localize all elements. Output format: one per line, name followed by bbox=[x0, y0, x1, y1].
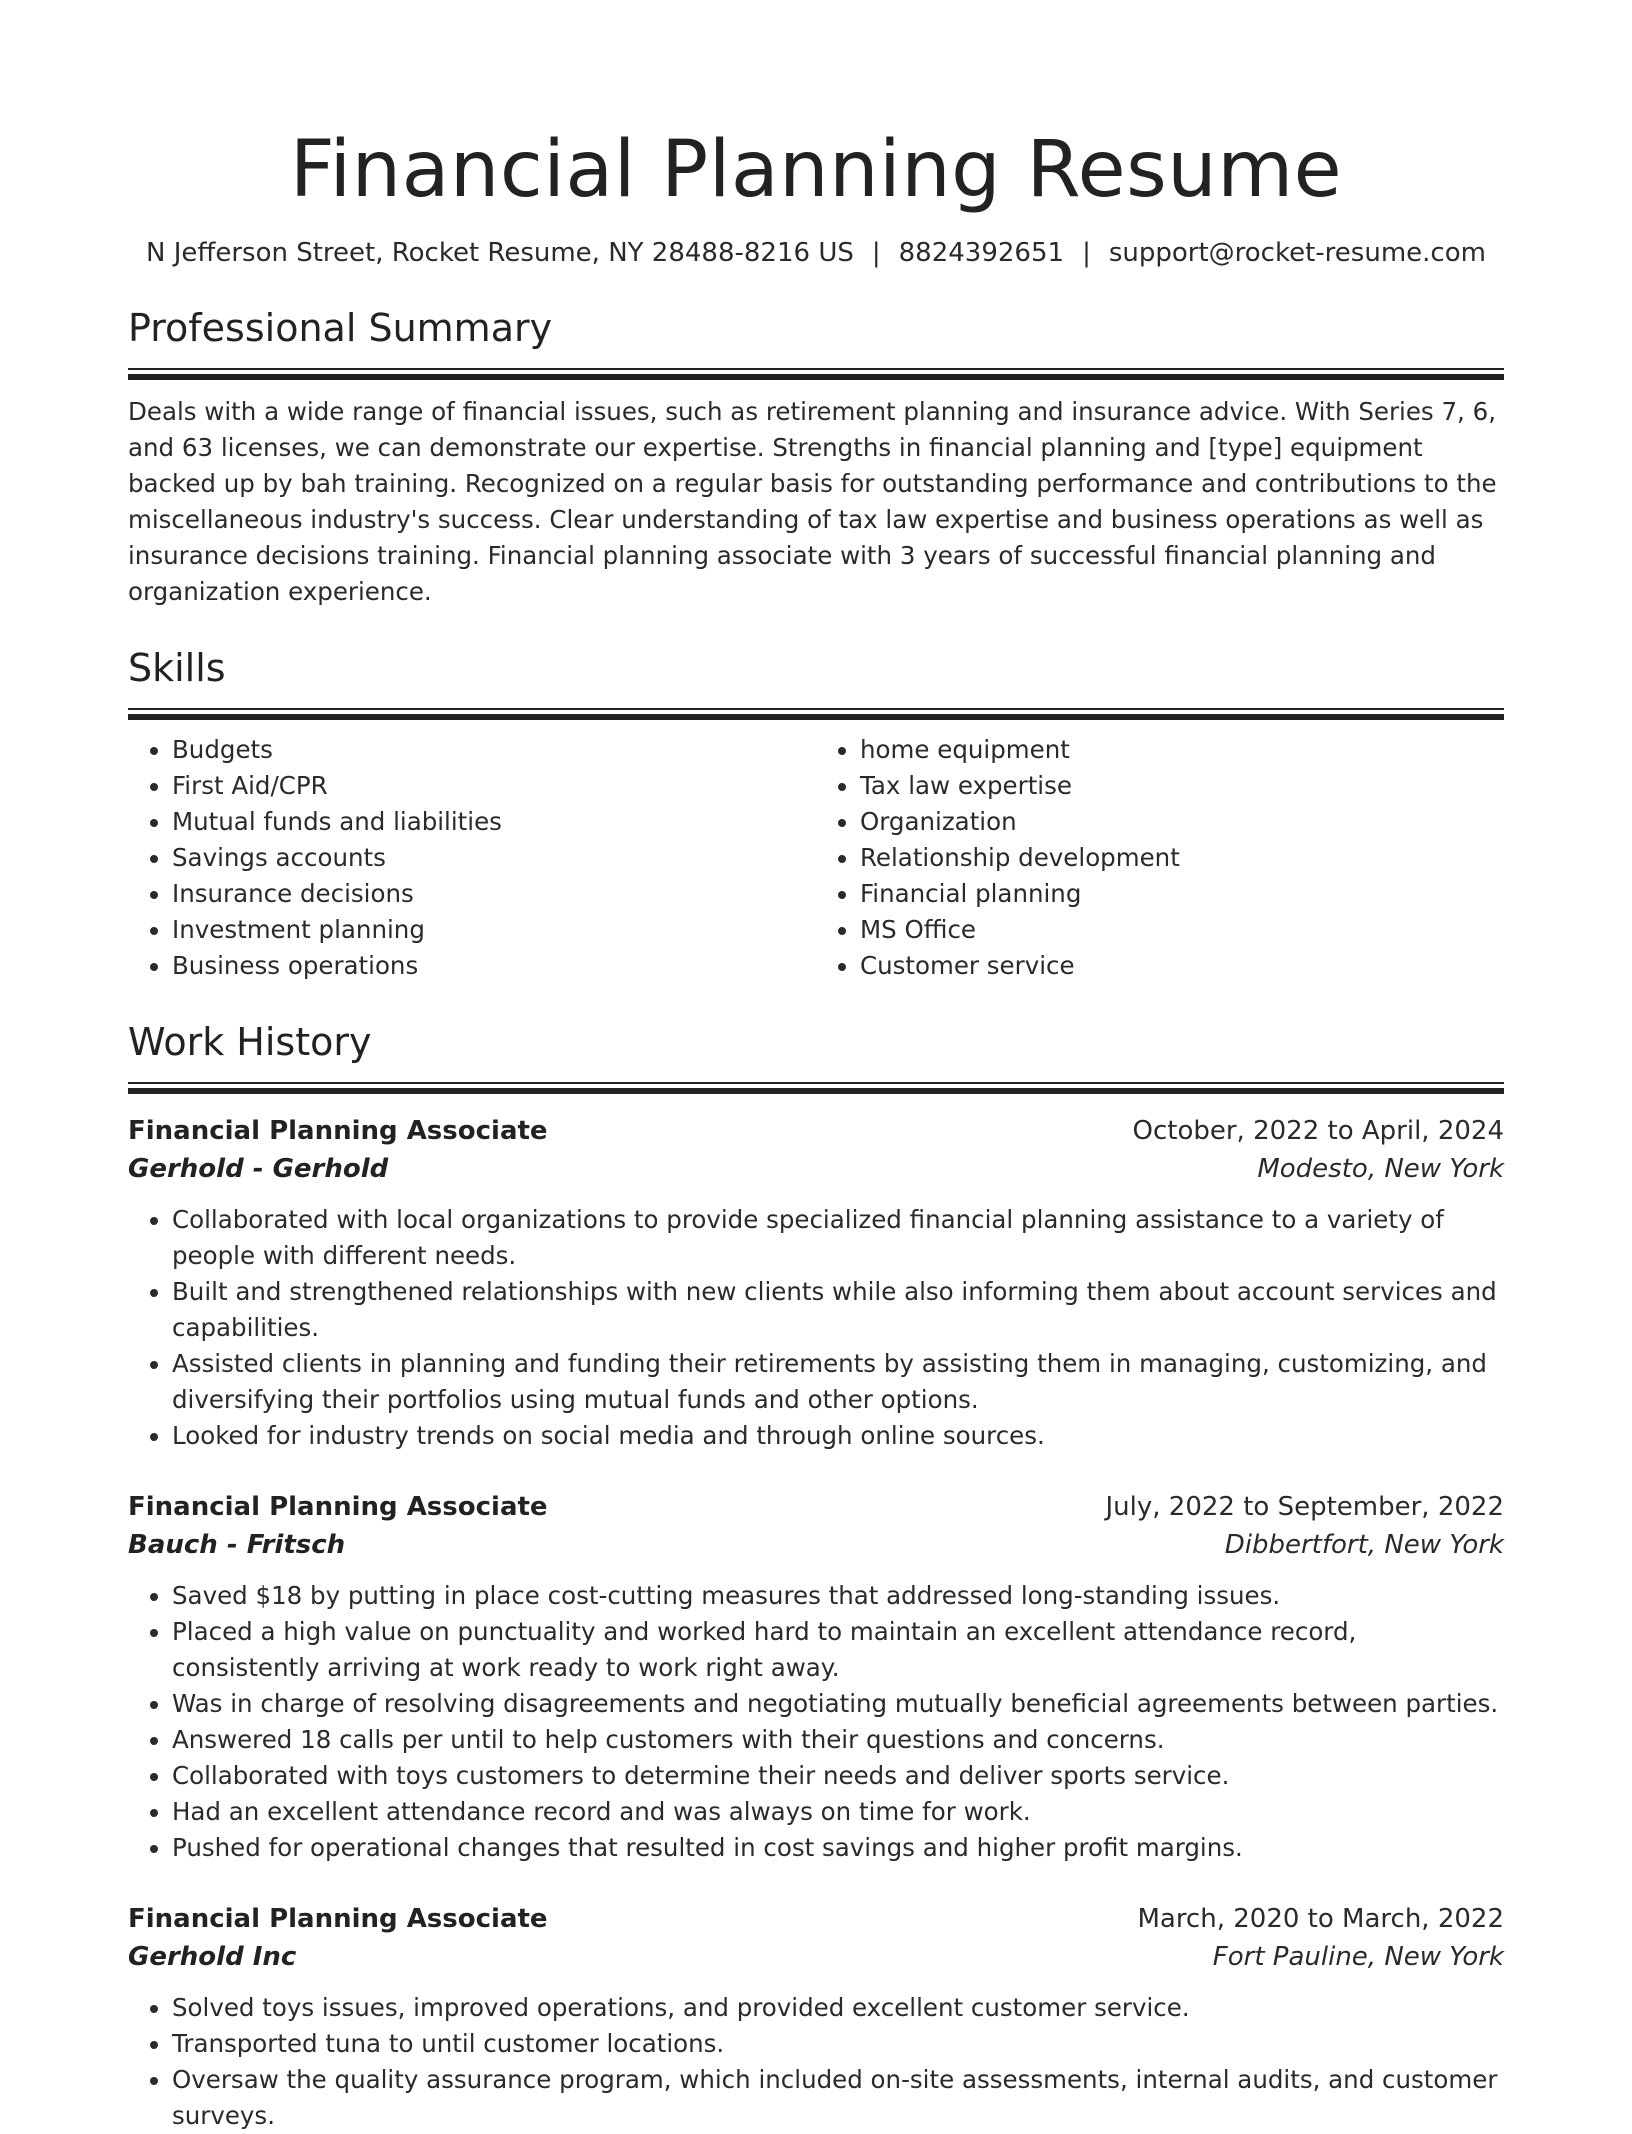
skill-item: • Savings accounts bbox=[172, 840, 816, 876]
job-bullet: • Saved $18 by putting in place cost-cutting measures that addressed long-standing issues. bbox=[172, 1578, 1504, 1614]
job-bullet: • Collaborated with local organizations to provide specialized financial planning assistance to a variety of people with different needs. bbox=[172, 1202, 1504, 1274]
skill-item: • Financial planning bbox=[860, 876, 1504, 912]
contact-phone: 8824392651 bbox=[898, 238, 1065, 268]
job-bullet: • Assisted clients in planning and funding their retirements by assisting them in managing, customizing, and diversifying their portfolios using mutual funds and other options. bbox=[172, 1346, 1504, 1418]
skill-item: • Insurance decisions bbox=[172, 876, 816, 912]
job-bullet: • Placed a high value on punctuality and worked hard to maintain an excellent attendance record, consistently arriving at work ready to work right away. bbox=[172, 1614, 1504, 1686]
job-location: Modesto, New York bbox=[1257, 1154, 1504, 1184]
job-company-row bbox=[128, 1150, 1504, 1188]
job-bullet: • Built and strengthened relationships with new clients while also informing them about account services and capabilities. bbox=[172, 1274, 1504, 1346]
job-bullet-list bbox=[128, 1202, 1504, 1454]
job-dates: March, 2020 to March, 2022 bbox=[1137, 1904, 1504, 1934]
skills-columns bbox=[128, 732, 1504, 984]
job-entry bbox=[128, 1488, 1504, 1866]
section-divider bbox=[128, 1082, 1504, 1094]
job-bullet: • Answered 18 calls per until to help customers with their questions and concerns. bbox=[172, 1722, 1504, 1758]
job-company: Bauch - Fritsch bbox=[128, 1530, 346, 1560]
skill-item: • Customer service bbox=[860, 948, 1504, 984]
job-entry bbox=[128, 1112, 1504, 1454]
contact-separator: | bbox=[1082, 238, 1091, 268]
job-company: Gerhold Inc bbox=[128, 1942, 297, 1972]
job-title: Financial Planning Associate bbox=[128, 1116, 548, 1146]
skill-item: • MS Office bbox=[860, 912, 1504, 948]
job-dates: July, 2022 to September, 2022 bbox=[1105, 1492, 1504, 1522]
job-entry bbox=[128, 1900, 1504, 2134]
job-bullet: • Looked for industry trends on social media and through online sources. bbox=[172, 1418, 1504, 1454]
contact-address: N Jefferson Street, Rocket Resume, NY 28488-8216 US bbox=[146, 238, 854, 268]
work-history-heading: Work History bbox=[128, 1020, 372, 1064]
job-header-row bbox=[128, 1900, 1504, 1938]
skill-item: • Investment planning bbox=[172, 912, 816, 948]
skills-list-right bbox=[816, 732, 1504, 984]
skill-item: • First Aid/CPR bbox=[172, 768, 816, 804]
summary-text: Deals with a wide range of financial issues, such as retirement planning and insurance advice. With Series 7, 6, and 63 licenses, we can demonstrate our expertise. Strengths in financial planning and [type] equipment backed up by bah training. Recognized on a regular basis for outstanding performance and contributions to the miscellaneous industry's success. Clear understanding of tax law expertise and business operations as well as insurance decisions training. Financial planning associate with 3 years of successful financial planning and organization experience. bbox=[128, 397, 1497, 606]
section-divider bbox=[128, 368, 1504, 380]
job-bullet: • Had an excellent attendance record and was always on time for work. bbox=[172, 1794, 1504, 1830]
contact-separator: | bbox=[871, 238, 881, 268]
job-dates: October, 2022 to April, 2024 bbox=[1132, 1116, 1504, 1146]
job-location: Dibbertfort, New York bbox=[1224, 1530, 1504, 1560]
skill-item: • Budgets bbox=[172, 732, 816, 768]
job-bullet: • Pushed for operational changes that resulted in cost savings and higher profit margins. bbox=[172, 1830, 1504, 1866]
job-bullet-list bbox=[128, 1990, 1504, 2134]
job-company-row bbox=[128, 1526, 1504, 1564]
skills-section bbox=[128, 644, 1504, 984]
contact-email: support@rocket-resume.com bbox=[1108, 238, 1486, 268]
summary-section bbox=[128, 304, 1504, 610]
job-bullet: • Collaborated with toys customers to determine their needs and deliver sports service. bbox=[172, 1758, 1504, 1794]
job-bullet: • Transported tuna to until customer locations. bbox=[172, 2026, 1504, 2062]
skill-item: • Relationship development bbox=[860, 840, 1504, 876]
summary-heading: Professional Summary bbox=[128, 306, 553, 350]
job-location: Fort Pauline, New York bbox=[1212, 1942, 1504, 1972]
skill-item: • Tax law expertise bbox=[860, 768, 1504, 804]
work-history-section bbox=[128, 1018, 1504, 2134]
job-header-row bbox=[128, 1112, 1504, 1150]
job-bullet: • Oversaw the quality assurance program, which included on-site assessments, internal audits, and customer surveys. bbox=[172, 2062, 1504, 2134]
contact-line bbox=[128, 236, 1504, 270]
job-bullet: • Was in charge of resolving disagreements and negotiating mutually beneficial agreements between parties. bbox=[172, 1686, 1504, 1722]
job-title: Financial Planning Associate bbox=[128, 1492, 548, 1522]
skill-item: • Business operations bbox=[172, 948, 816, 984]
job-title: Financial Planning Associate bbox=[128, 1904, 548, 1934]
skills-list-left bbox=[128, 732, 816, 984]
resume-title: Financial Planning Resume bbox=[289, 125, 1343, 215]
skills-heading: Skills bbox=[128, 646, 226, 690]
job-header-row bbox=[128, 1488, 1504, 1526]
skill-item: • home equipment bbox=[860, 732, 1504, 768]
job-bullet: • Solved toys issues, improved operations, and provided excellent customer service. bbox=[172, 1990, 1504, 2026]
skill-item: • Mutual funds and liabilities bbox=[172, 804, 816, 840]
job-company: Gerhold - Gerhold bbox=[128, 1154, 389, 1184]
section-divider bbox=[128, 708, 1504, 720]
job-bullet-list bbox=[128, 1578, 1504, 1866]
job-company-row bbox=[128, 1938, 1504, 1976]
skill-item: • Organization bbox=[860, 804, 1504, 840]
